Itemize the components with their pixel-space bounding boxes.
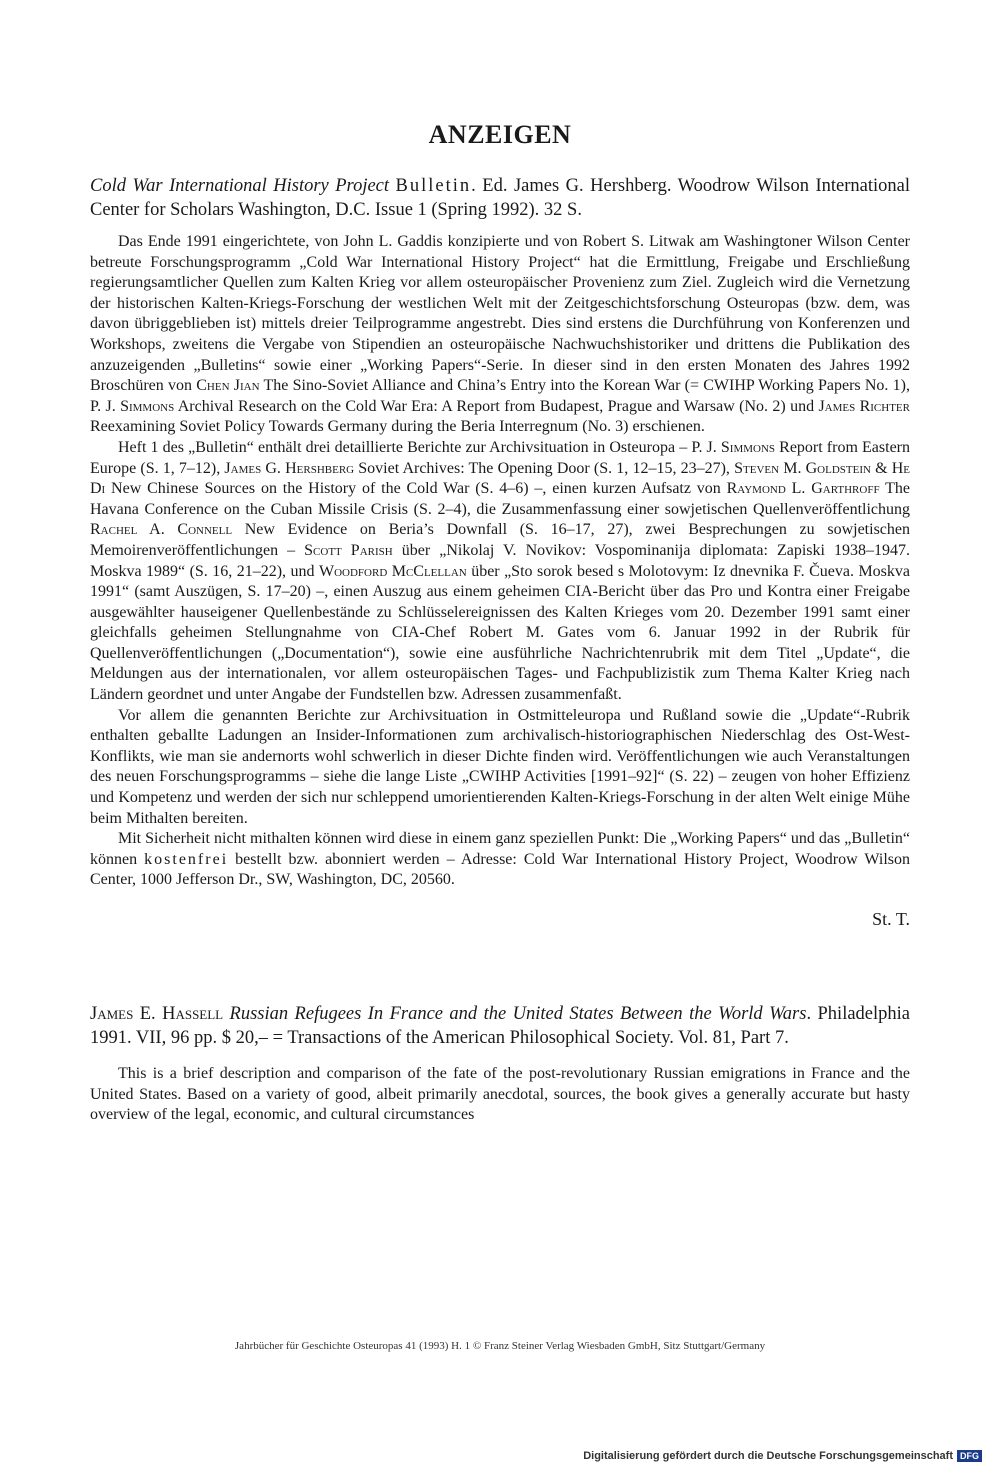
review2-paragraph-1: This is a brief description and comparison of the fate of the post-revolutionary Russian emigrations in France and the United States. Based on a variety of good, albeit primarily anecdotal, sources, the book gives a generally accurate but hasty overview of the legal, economic, and cultural circumstances xyxy=(90,1065,910,1124)
author-name: Scott Parish xyxy=(304,541,393,559)
review2-details: . Philadelphia 1991. VII, 96 pp. $ 20,– = Transactions of the American Philosophical Society. Vol. 81, Part 7. xyxy=(90,1004,910,1048)
review1-series: Bulletin xyxy=(395,176,472,196)
review1-paragraph-3: Vor allem die genannten Berichte zur Archivsituation in Ostmitteleuropa und Rußland sowie die „Update“-Rubrik enthalten geballte Ladungen an Insider-Informationen zum archivalisch-historiographischen Niederschlag des Ost-West-Konflikts, wie man sie andernorts wohl schwerlich in dieser Dichte finden wird. Veröffentlichungen wie auch Veranstaltungen des neuen Forschungsprogramms – siehe die lange Liste „CWIHP Activities [1991–92]“ (S. 22) – zeugen von hoher Effizienz und Kompetenz und werden der sich nur schleppend umorientierenden Kalten-Kriegs-Forschung in der alten Welt einige Mühe beim Mithalten bereiten. xyxy=(90,706,910,827)
author-name: Steven M. Goldstein & He Di xyxy=(90,459,910,498)
review1-title: Cold War International History Project xyxy=(90,176,390,196)
author-name: Rachel A. Connell xyxy=(90,521,233,539)
review1-paragraph-2: Heft 1 des „Bulletin“ enthält drei detaillierte Berichte zur Archivsituation in Osteuropa – P. J. Simmons Report from Eastern Europe (S. 1, 7–12), James G. Hershberg Soviet Archives: The Opening Door (S. 1, 12–15, 23–27), Steven M. Goldstein & He Di New Chinese Sources on the History of the Cold War (S. 4–6) –, einen kurzen Aufsatz von Raymond L. Garthroff The Havana Conference on the Cuban Missile Crisis (S. 2–4), die Zusammenfassung einer sowjetischen Quellenveröffentlichung Rachel A. Connell New Evidence on Beria’s Downfall (S. 16–17, 27), zwei Besprechungen zu sowjetischen Memoirenveröffentlichungen – Scott Parish über „Nikolaj V. Novikov: Vospominanija diplomata: Zapiski 1938–1947. Moskva 1989“ (S. 16, 21–22), und Woodford McClellan über „Sto sorok besed s Molotovym: Iz dnevnika F. Čueva. Moskva 1991“ (samt Auszügen, S. 17–20) –, einen Auszug aus einem geheimen CIA-Bericht über das Pro und Kontra einer Freigabe ausgewählter hauseigener Quellenbestände zu Schlüsselereignissen des Kalten Krieges vom 20. Dezember 1991 samt einer gleichfalls geheimen Stellungnahme von CIA-Chef Robert M. Gates vom 6. Januar 1992 in der Rubrik für Quellenveröffentlichungen („Documentation“), sowie eine ausführliche Nachrichtenrubrik mit dem Titel „Update“, die Meldungen aus der internationalen, vor allem osteuropäischen Tages- und Fachpublizistik zum Thema Kalter Krieg nach Ländern geordnet und unter Angabe der Fundstellen bzw. Adressen zusammenfaßt. xyxy=(90,438,911,704)
dfg-text: Digitalisierung gefördert durch die Deutsche Forschungsgemeinschaft xyxy=(583,1450,953,1462)
review2-author: James E. Hassell xyxy=(90,1004,224,1024)
author-name: P. J. Simmons xyxy=(90,397,175,415)
author-name: Woodford McClellan xyxy=(318,562,467,580)
dfg-logo: DFG xyxy=(957,1450,982,1462)
dfg-credit xyxy=(583,1450,982,1462)
review1-paragraph-4: Mit Sicherheit nicht mithalten können wird diese in einem ganz speziellen Punkt: Die „Working Papers“ und das „Bulletin“ können kostenfrei bestellt bzw. abonniert werden – Adresse: Cold War International History Project, Woodrow Wilson Center, 1000 Jefferson Dr., SW, Washington, DC, 20560. xyxy=(90,830,911,889)
review2-heading xyxy=(90,1002,910,1050)
author-name: Raymond L. Garthroff xyxy=(726,480,880,498)
page-content xyxy=(90,120,910,1126)
author-name: Chen Jian xyxy=(196,377,260,395)
author-name: James Richter xyxy=(818,397,910,415)
author-name: P. J. Simmons xyxy=(691,438,776,456)
review2-title: Russian Refugees In France and the United States Between the World Wars xyxy=(229,1004,807,1024)
author-name: James G. Hershberg xyxy=(224,459,355,477)
review1-heading xyxy=(90,174,910,222)
page-title: ANZEIGEN xyxy=(428,120,572,149)
page-footer: Jahrbücher für Geschichte Osteuropas 41 (1993) H. 1 © Franz Steiner Verlag Wiesbaden GmbH, Sitz Stuttgart/Germany xyxy=(234,1340,766,1352)
spaced-word: kostenfrei xyxy=(144,850,229,868)
review1-details: . Ed. James G. Hershberg. Woodrow Wilson International Center for Scholars Washington, D.C. Issue 1 (Spring 1992). 32 S. xyxy=(90,176,911,220)
review1-signature: St. T. xyxy=(872,909,910,929)
review1-paragraph-1: Das Ende 1991 eingerichtete, von John L. Gaddis konzipierte und von Robert S. Litwak am Washingtoner Wilson Center betreute Forschungsprogramm „Cold War International History Project“ hat die Ermittlung, Freigabe und Erschließung regierungsamtlicher Quellen zum Kalten Krieg vor allem osteuropäischer Provenienz zum Ziel. Zugleich wird die Vernetzung der historischen Kalten-Kriegs-Forschung der westlichen Welt mit der Zeitgeschichtsforschung Osteuropas (bzw. dem, was davon übriggeblieben ist) mittels dreier Teilprogramme angestrebt. Dies sind erstens die Durchführung von Konferenzen und Workshops, zweitens die Vergabe von Stipendien an osteuropäische Nachwuchshistoriker und drittens die Publikation des anzuzeigenden „Bulletins“ sowie einer „Working Papers“-Serie. In dieser sind in den ersten Monaten des Jahres 1992 Broschüren von Chen Jian The Sino-Soviet Alliance and China’s Entry into the Korean War (= CWIHP Working Papers No. 1), P. J. Simmons Archival Research on the Cold War Era: A Report from Budapest, Prague and Warsaw (No. 2) und James Richter Reexamining Soviet Policy Towards Germany during the Beria Interregnum (No. 3) erschienen. xyxy=(90,233,911,436)
